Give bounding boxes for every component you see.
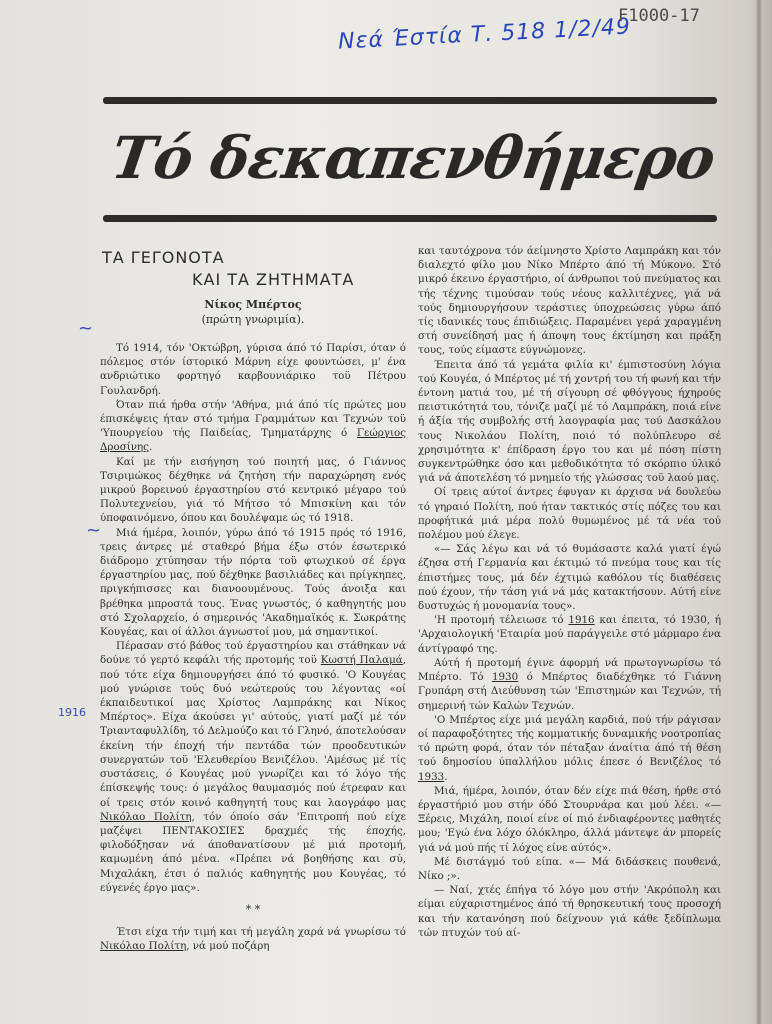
paragraph: Έτσι είχα τήν τιμή και τή μεγάλη χαρά νά γνωρίσω τό Νικόλαο Πολίτη, νά μού ποζάρη [100,925,406,953]
subtitle: (πρώτη γνωριμία). [201,313,305,326]
right-column [418,244,721,940]
paragraph: Μιά, ήμέρα, λοιπόν, όταν δέν είχε πιά θέση, ήρθε στό έργαστήριό μου στήν όδό Στουρνάρα και μού λέει. «— Ξέρεις, Μιχάλη, ποιοί είνε οί πιό ένδιαφέροντες μαθητές μου; 'Εγώ ένα λόχο όλόκληρο, άλλά μάντεψε άν μπορείς γιά νά μού πής τί λόχος είνε αύτός». [418,784,721,854]
paragraph: — Ναί, χτές έπήγα τό λόγο μου στήν 'Ακρόπολη και είμαι εύχαριστημένος άπό τή θρησκευτική τους προσοχή και τήν κατανόηση πού δείχνουν γιά κάθε ξεδίπλωμα τών πτυχών τού αί- [418,884,721,939]
margin-note-1916: 1916 [58,706,86,719]
page-fold-shadow [756,0,762,1024]
masthead-bottom-rule [103,215,717,222]
archive-code: F1000-17 [618,6,700,26]
paragraph: Πέρασαν στό βάθος τού έργαστηρίου και στάθηκαν νά δούνε τό γερτό κεφάλι τής προτομής τοϋ Κωστή Παλαμά, πού τότε είχα δημιουργήσει άπό τό φυσικό. 'Ο Κουγέας μού γνώρισε τούς δυό νεώτερούς του λέγοντας «οί έκπαιδευτικοί μας Χρίστος Λαμπράκης και Νίκος Μπέρτος». Είχα άκούσει γι' αύτούς, γιατί μαζί μέ τόν Τριανταφυλλίδη, τό Δελμούζο και τό Γληνό, άποτελούσαν έκείνη τήν έποχή τήν πεντάδα τών προοδευτικών συνεργατών τοϋ 'Ελευθερίου Βενιζέλου. 'Αμέσως μέ τίς συστάσεις, ό Κουγέας μού γνωρίζει και τό λόγο τής έπίσκεψής τους: ό μεγάλος θαυμασμός πού έτρεφαν και οί τρεις στόν κοινό καθηγητή τους και λαογράφο μας Νικόλαο Πολίτη, τόν όποίο σάν 'Επιτροπή πού είχε μαζέψει ΠΕΝΤΑΚΟΣΙΕΣ δραχμές τής έποχής, φιλοδόξησαν νά άποθανατίσουν μέ μιά προτομή, καμωμένη άπό μένα. «Πρέπει νά βοηθήσης και σύ, Μιχαλάκη, έτσι ό παλιός καθηγητής μου Κουγέας, τό εύγενές έργο μας». [100,640,407,894]
paragraph: Καί με τήν εισήγηση τού ποιητή μας, ό Γιάννος Τσιριμώκος δέχθηκε νά ζητήση τήν παραχώρηση ενός μικρού βορεινού έργαστηρίου στό κεντρικό μέγαρο τού Πολυτεχνείου, γιά τό Μήτσο τό Μπισκίνη και τόν ύποφαινόμενο, όπου και δουλέψαμε ώς τό 1918. [100,455,406,525]
handwritten-source-note: Νεά Έστία Τ. 518 1/2/49 [337,14,632,55]
paragraph: Αύτή ή προτομή έγινε άφορμή νά πρωτογνωρίσω τό Μπέρτο. Τό 1930 ό Μπέρτος διαδέχθηκε τό Γιάννη Γρυπάρη στή Διεύθυνση τών 'Επιστημών και Τεχνών, τή σημερινή τών Καλών Τεχνών. [418,656,722,712]
headline-line-2: ΚΑΙ ΤΑ ΖΗΤΗΜΑΤΑ [192,270,355,289]
masthead-top-rule [103,97,717,104]
margin-mark-2: ~ [86,520,102,541]
left-column [100,245,406,953]
paragraph: Τό 1914, τόν 'Οκτώβρη, γύρισα άπό τό Παρίσι, όταν ό πόλεμος στόν ίστορικό Μάρνη είχε φουντώσει, μ' ένα ανδριώτικο φορτηγό καρβουνιάρικο τοϋ Πέτρου Γουλανδρή. [100,342,406,397]
paragraph: Μιά ήμέρα, λοιπόν, γύρω άπό τό 1915 πρός τό 1916, τρεις άντρες μέ σταθερό βήμα έξω στόν έσωτερικό διάδρομο χτύπησαν τήν πόρτα τοϋ φτωχικού σέ έργα έργαστηρίου μας, πού δέχθηκε βασιλιάδες και πρίγκηπες, πριγκήπισσες και διανοουμένους. Τούς άνοιξα και βρέθηκα μπροστά τους. Ένας γνωστός, ό καθηγητής μου στό Σχολαρχείο, ό σημερινός 'Ακαδημαϊκός κ. Σωκράτης Κουγέας, και οί άλλοι άγνωστοί μου, μά σημαντικοί. [100,526,406,639]
paragraph: Οί τρεις αύτοί άντρες έφυγαν κι άρχισα νά δουλεύω τό γηραιό Πολίτη, πού ήταν τακτικός στίς πόζες του και προφήτικά μιά μέρα πολύ θυμωμένος μέ τά νέα τού πολέμου μού έλεγε. [418,486,721,542]
paragraph: «— Σάς λέγω και νά τό θυμάσαστε καλά γιατί έγώ έζησα στή Γερμανία και έκτιμώ τό πνεύμα τους και τίς έπιστήμες τους, μά δέν έχτιμώ καθόλου τίς διαθέσεις πού έχουν, τήν τάση γιά νά μάς κατακτήσουν. Αύτή είνε δυστυχώς ή μονομανία τους». [418,543,721,613]
section-separator-stars: * * [245,902,261,916]
paragraph: Μέ διστάγμό τού είπα. «— Μά διδάσκεις πουθενά, Νίκο ;». [418,855,721,882]
byline: Νίκος Μπέρτος [204,298,302,311]
headline-line-1: ΤΑ ΓΕΓΟΝΟΤΑ [102,248,225,267]
margin-mark-1: ~ [78,318,94,339]
paragraph: 'Ο Μπέρτος είχε μιά μεγάλη καρδιά, πού τήν ράγισαν οί παραφοξότητες τής κομματικής δυναμικής νοοτροπίας τό πρώτη φορά, όταν τόν πέταξαν άναίτια άπό τή θέση τού δημοσίου ύπαλλήλου μόλις έπεσε ό Βενιζέλος τό 1933. [418,713,721,783]
paragraph: Όταν πιά ήρθα στήν 'Αθήνα, μιά άπό τίς πρώτες μου έπισκέψεις ήταν στό τμήμα Γραμμάτων και Τεχνών τοϋ 'Υπουργείου τής Παιδείας, Τμηματάρχης ό Γεώργιος Δροσίνης. [100,398,406,454]
masthead-title: Τό δεκαπενθήμερο [107,124,719,192]
paragraph: 'Η προτομή τέλειωσε τό 1916 και έπειτα, τό 1930, ή 'Αρχαιολογική 'Εταιρία μού παράγγειλε στό μάρμαρο ένα άντίγραφό της. [418,614,721,655]
paragraph: Έπειτα άπό τά γεμάτα φιλία κι' έμπιστοσύνη λόγια τού Κουγέα, ό Μπέρτος μέ τή χοντρή του τή φωνή και τήν έντονη ματιά του, μέ τή σίγουρη σέ φθόγγους ήχηρούς πειστικότητά του, τόνιζε μαζί μέ τό Λαμπράκη, ποιά είνε ή άξία τής συμβολής στή λαογραφία μας τού Δασκάλου τους Νικολάου Πολίτη, ποιό τό πολύπλευρο σέ χρησιμότητα κ' έπίδραση έργο του και μέ πόση πίστη συγκεντρώθηκε όσο και μεθοδικότητα τό σκόρπιο ύλικό γιά νά άποτελέση τό μνημείο τής γλώσσας τοϋ λαού μας. [418,358,721,485]
paragraph: και ταυτόχρονα τόν άείμνηστο Χρίστο Λαμπράκη και τόν διαλεχτό φίλο μου Νίκο Μπέρτο άπό τή Μύκονο. Στό μικρό έκεινο έργαστήριο, οί άνθρωποι τού πνεύματος και τής τέχνης τιμούσαν τούς νέους καλλιτέχνες, γιά νά τούς δημιουργήσουν τεράστιες ύποχρεώσεις γύρω άπό τίς ιδανικές τους έπιδιώξεις. Παραμένει γερά χαραγμένη στή συνείδησή μας ή άποψη τους έκτίμηση και πράξη τους, τούς είμαστε εύγνώμονες. [418,245,721,357]
